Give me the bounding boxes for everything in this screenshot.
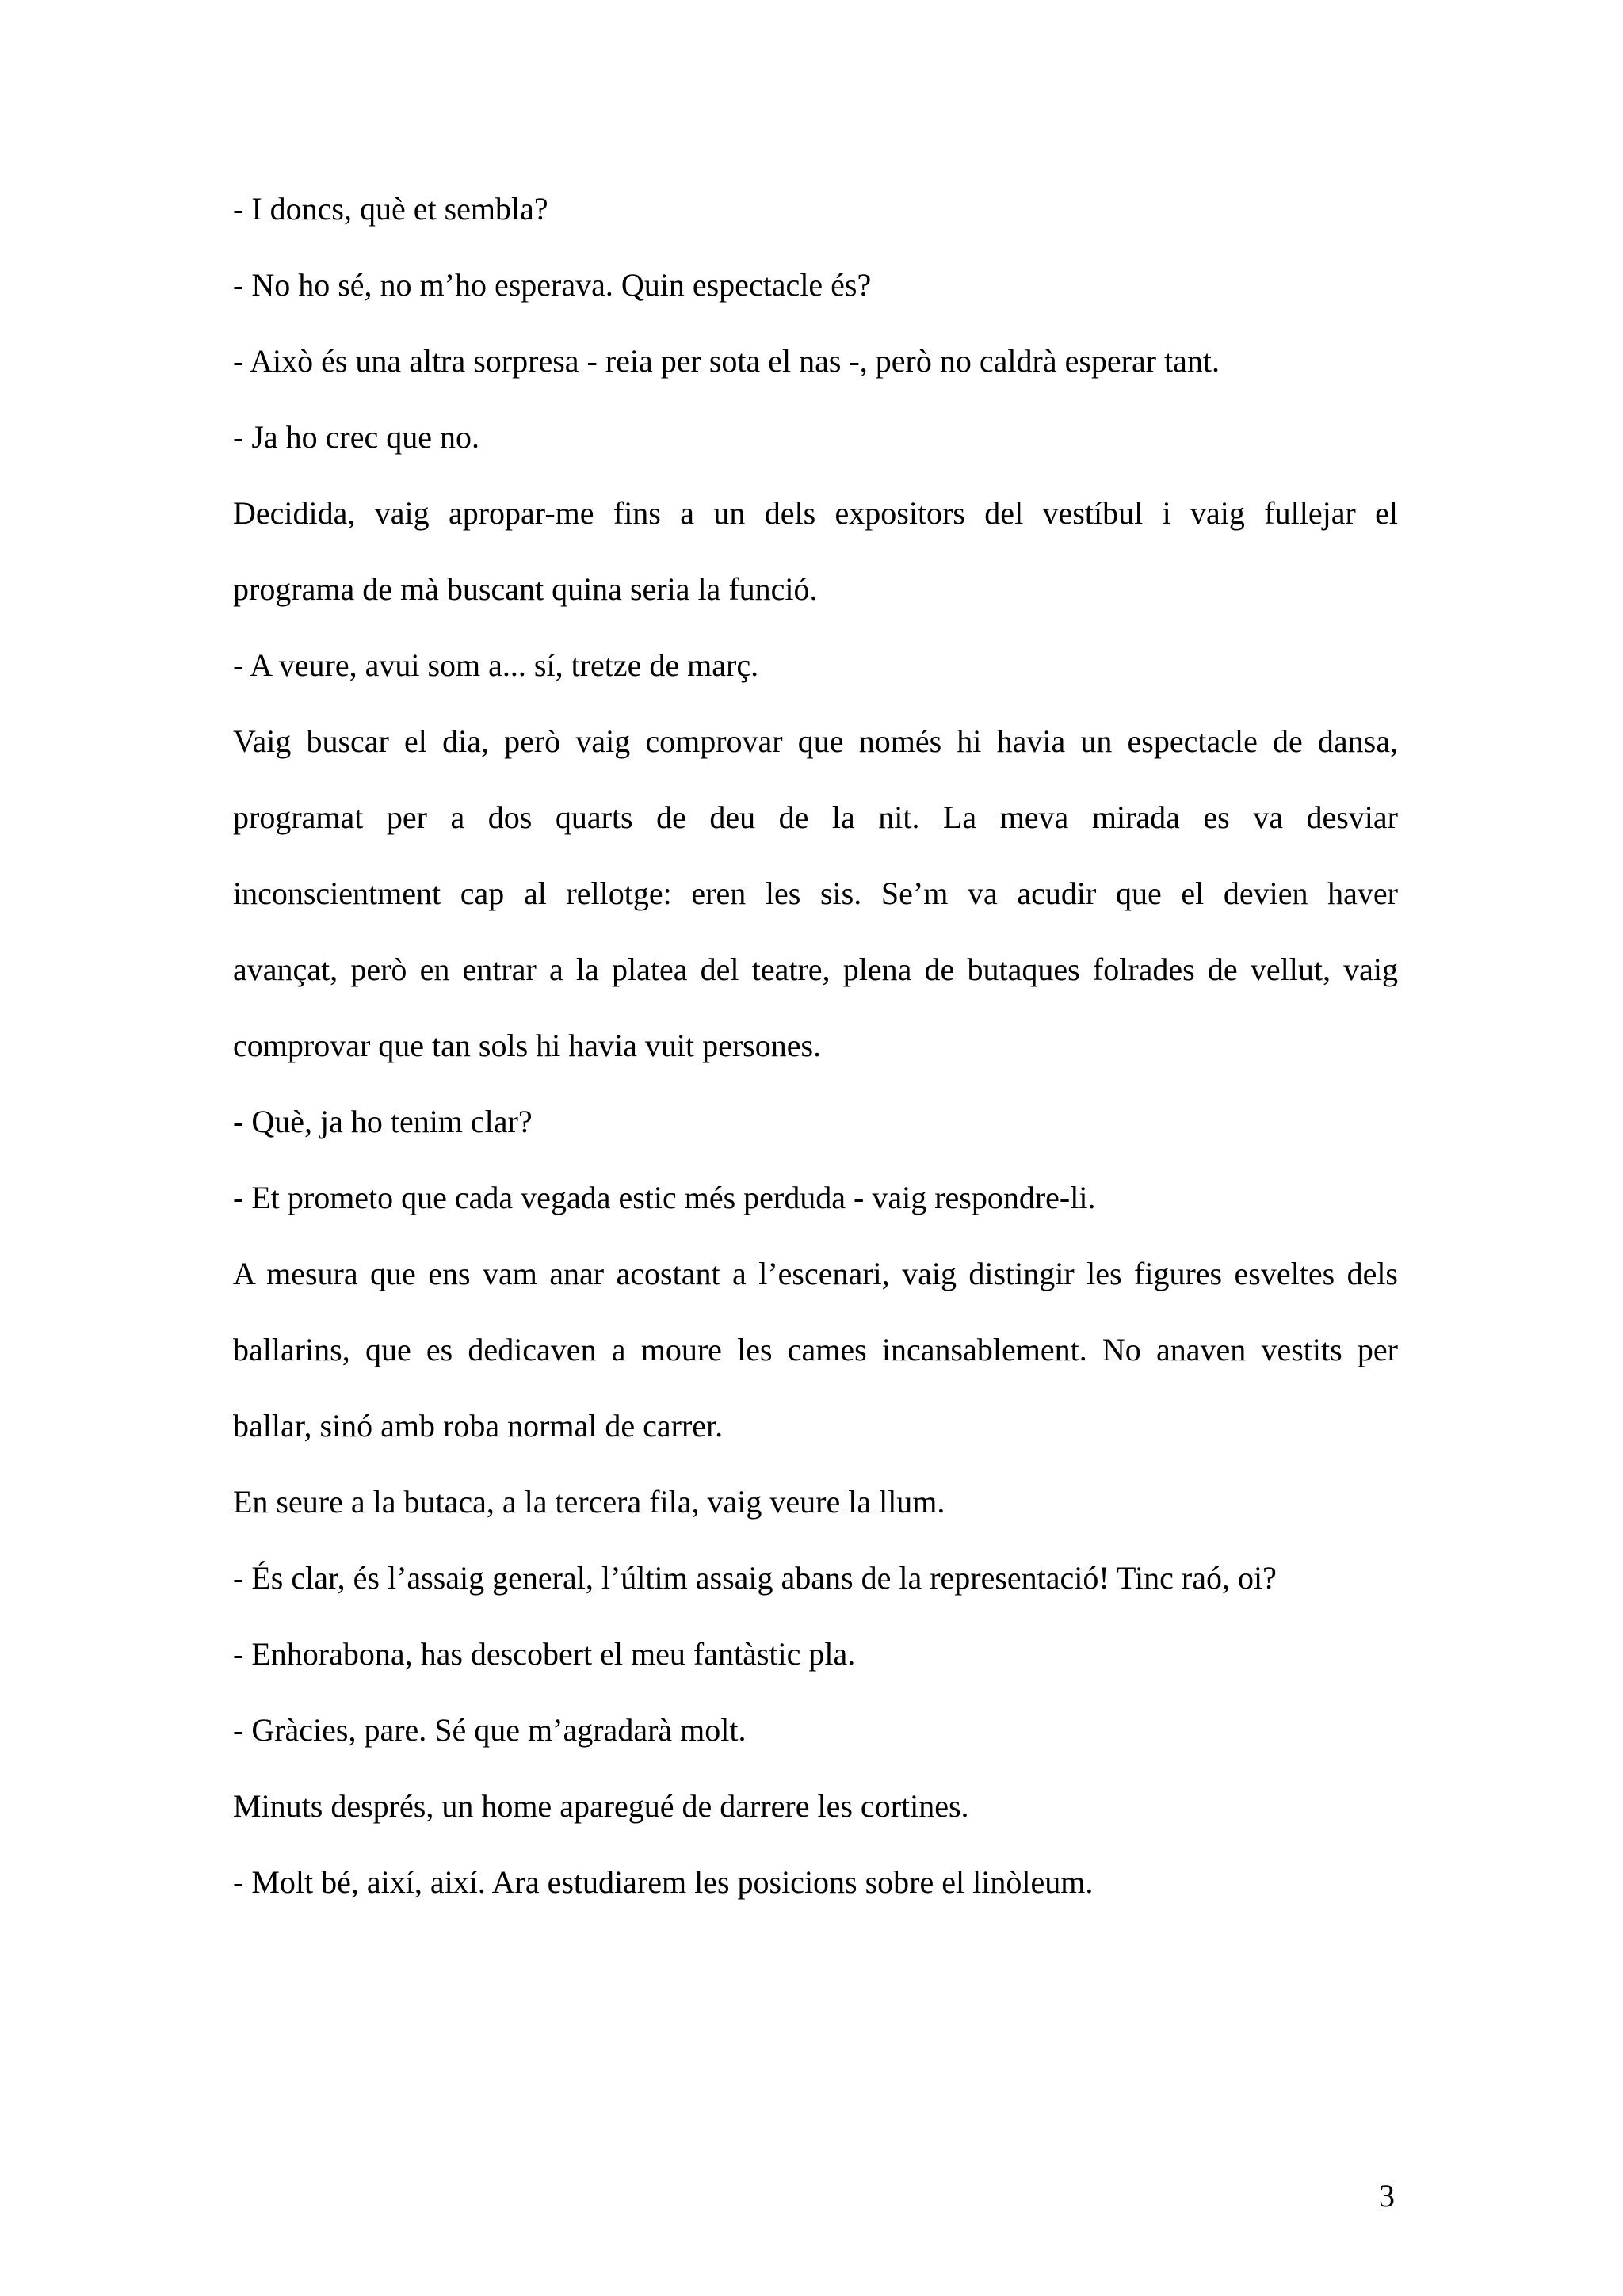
text-line: ballar, sinó amb roba normal de carrer. (233, 1408, 724, 1444)
text-line: - Enhorabona, has descobert el meu fantàstic pla. (233, 1636, 856, 1672)
text-line: En seure a la butaca, a la tercera fila, vaig veure la llum. (233, 1484, 945, 1520)
text-line: programat per a dos quarts de deu de la nit. La meva mirada es va desviar (233, 799, 1398, 835)
page-number: 3 (1379, 2178, 1395, 2214)
text-line: A mesura que ens vam anar acostant a l’escenari, vaig distingir les figures esveltes dels (233, 1256, 1398, 1291)
text-line: - És clar, és l’assaig general, l’últim assaig abans de la representació! Tinc raó, oi? (233, 1560, 1277, 1596)
text-line: Minuts després, un home aparegué de darrere les cortines. (233, 1788, 969, 1824)
text-line: ballarins, que es dedicaven a moure les cames incansablement. No anaven vestits per (233, 1332, 1398, 1367)
text-line: programa de mà buscant quina seria la funció. (233, 571, 818, 607)
text-line: - Gràcies, pare. Sé que m’agradarà molt. (233, 1712, 747, 1748)
text-line: - Ja ho crec que no. (233, 419, 479, 455)
text-line: - I doncs, què et sembla? (233, 191, 548, 227)
text-line: - Què, ja ho tenim clar? (233, 1104, 533, 1139)
text-line: Vaig buscar el dia, però vaig comprovar que només hi havia un espectacle de dansa, (233, 723, 1398, 759)
text-line: avançat, però en entrar a la platea del teatre, plena de butaques folrades de vellut, vaig (233, 952, 1398, 987)
text-line: - No ho sé, no m’ho esperava. Quin espectacle és? (233, 267, 872, 303)
text-line: Decidida, vaig apropar-me fins a un dels expositors del vestíbul i vaig fullejar el (233, 495, 1398, 531)
text-line: - Et prometo que cada vegada estic més perduda - vaig respondre-li. (233, 1180, 1096, 1215)
text-line: comprovar que tan sols hi havia vuit persones. (233, 1028, 822, 1063)
text-line: inconscientment cap al rellotge: eren les sis. Se’m va acudir que el devien haver (233, 875, 1398, 911)
text-line: - A veure, avui som a... sí, tretze de març. (233, 647, 759, 683)
text-line: - Això és una altra sorpresa - reia per sota el nas -, però no caldrà esperar tant. (233, 343, 1220, 379)
text-line: - Molt bé, així, així. Ara estudiarem les posicions sobre el linòleum. (233, 1864, 1094, 1900)
